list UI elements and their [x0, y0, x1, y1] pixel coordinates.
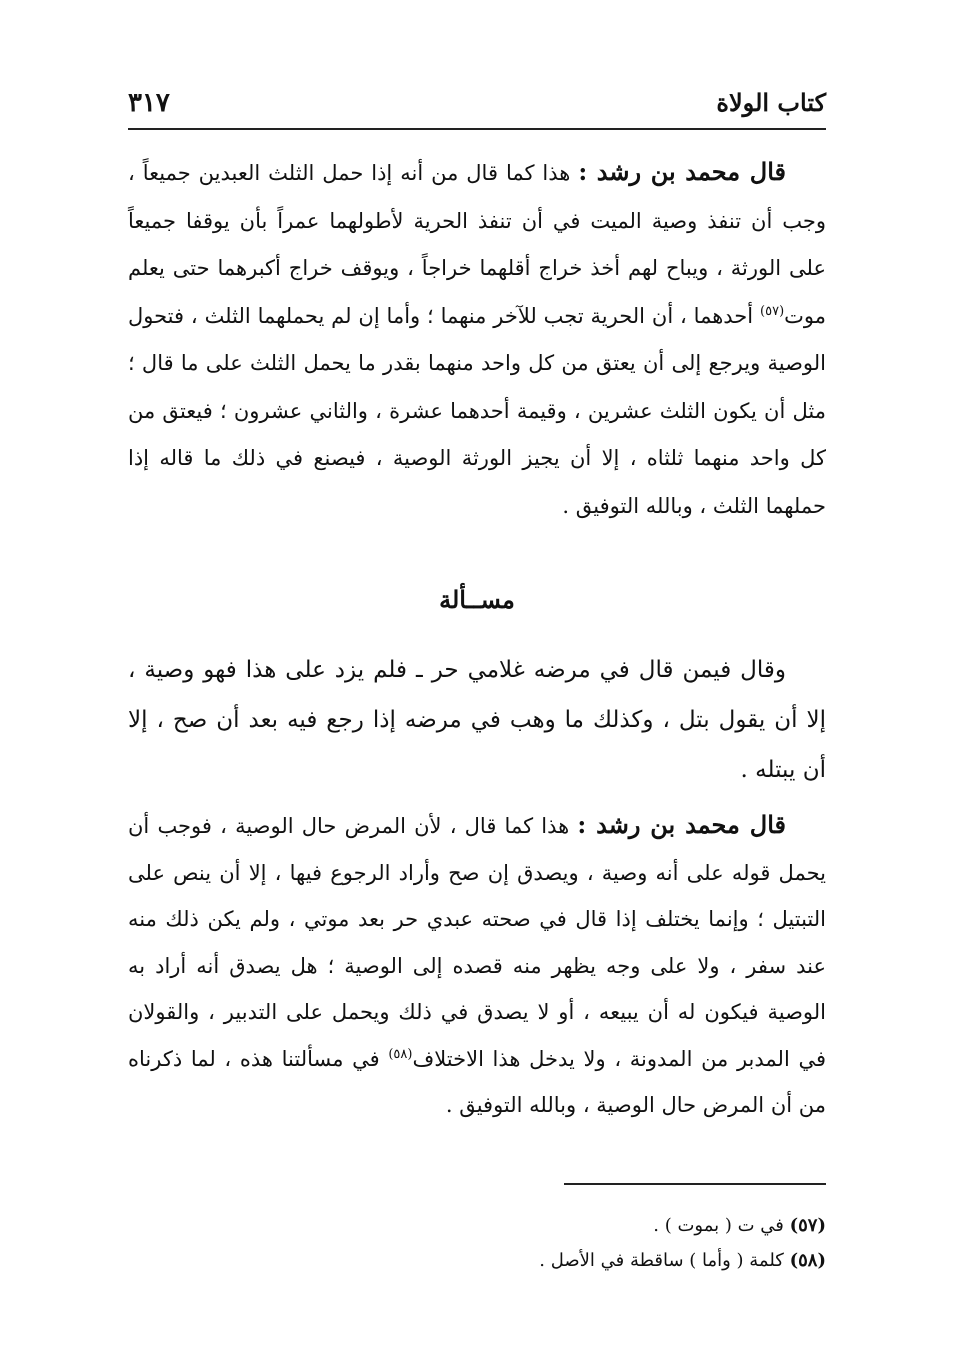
footnote-item — [128, 1208, 826, 1243]
footnote-number: (٥٨) — [789, 1250, 826, 1271]
speaker-label: قال محمد بن رشد : — [578, 157, 786, 186]
header-divider — [128, 128, 826, 130]
footnote-reference: (٥٨) — [388, 1046, 413, 1062]
commentary-paragraph-2 — [128, 802, 826, 1129]
paragraph-text: في مسألتنا هذه ، لما ذكرناه من أن المرض حال الوصية ، وبالله التوفيق . — [128, 1046, 826, 1117]
paragraph-text: أحدهما ، أن الحرية تجب للآخر منهما ؛ وأما إن لم يحملهما الثلث ، فتحول الوصية ويرجع إلى أن يعتق من كل واحد منهما بقدر ما يحمل الثلث على ما قال ؛ مثل أن يكون الثلث عشرين ، وقيمة أحدهما عشرة ، والثاني عشرون ؛ فيعتق من كل واحد منهما ثلثاه ، إلا أن يجيز الورثة الوصية ، فيصنع في ذلك ما قاله إذا حملهما الثلث ، وبالله التوفيق . — [128, 303, 826, 518]
section-heading: مســألة — [439, 585, 515, 614]
paragraph-text: وقال فيمن قال في مرضه غلامي حر ـ فلم يزد على هذا فهو وصية ، إلا أن يقول بتل ، وكذلك ما وهب في مرضه إذا رجع فيه بعد أن صح ، إلا أن يبتله . — [128, 657, 826, 783]
footnote-number: (٥٧) — [789, 1215, 826, 1236]
footnotes — [128, 1208, 826, 1278]
footnote-divider — [564, 1183, 826, 1185]
footnote-text: في ت ( بموت ) . — [653, 1215, 790, 1236]
paragraph-text: هذا كما قال ، لأن المرض حال الوصية ، فوجب أن يحمل قوله على أنه وصية ، ويصدق إن صح وأراد الرجوع فيها ، إلا أن ينص على التبتيل ؛ وإنما يختلف إذا قال في صحته عبدي حر بعد موتي ، ولم يكن ذلك منه عند سفر ، ولا على وجه يظهر منه قصده إلى الوصية ؛ هل يصدق أنه أراد به الوصية فيكون له أن يبيعه ، أو لا يصدق في ذلك ويحمل على التدبير ، والقولان في المدبر من المدونة ، ولا يدخل هذا الاختلاف — [128, 814, 826, 1071]
commentary-paragraph-1 — [128, 148, 826, 530]
running-title: كتاب الولاة — [716, 88, 826, 117]
paragraph-text: هذا كما قال من أنه إذا حمل الثلث العبدين جميعاً ، وجب أن تنفذ وصية الميت في أن تنفذ الحرية لأطولهما عمراً بأن يوقفا جميعاً على الورثة ، ويباح لهم أخذ خراج أقلهما خراجاً ، ويوقف خراج أكبرهما حتى يعلم موت — [128, 161, 827, 328]
footnote-text: كلمة ( وأما ) ساقطة في الأصل . — [539, 1250, 790, 1271]
question-paragraph — [128, 645, 826, 795]
page-header — [128, 88, 826, 124]
footnote-reference: (٥٧) — [760, 303, 785, 319]
footnote-item — [128, 1243, 826, 1278]
page-number: ٣١٧ — [128, 88, 170, 118]
speaker-label: قال محمد بن رشد : — [577, 810, 786, 839]
